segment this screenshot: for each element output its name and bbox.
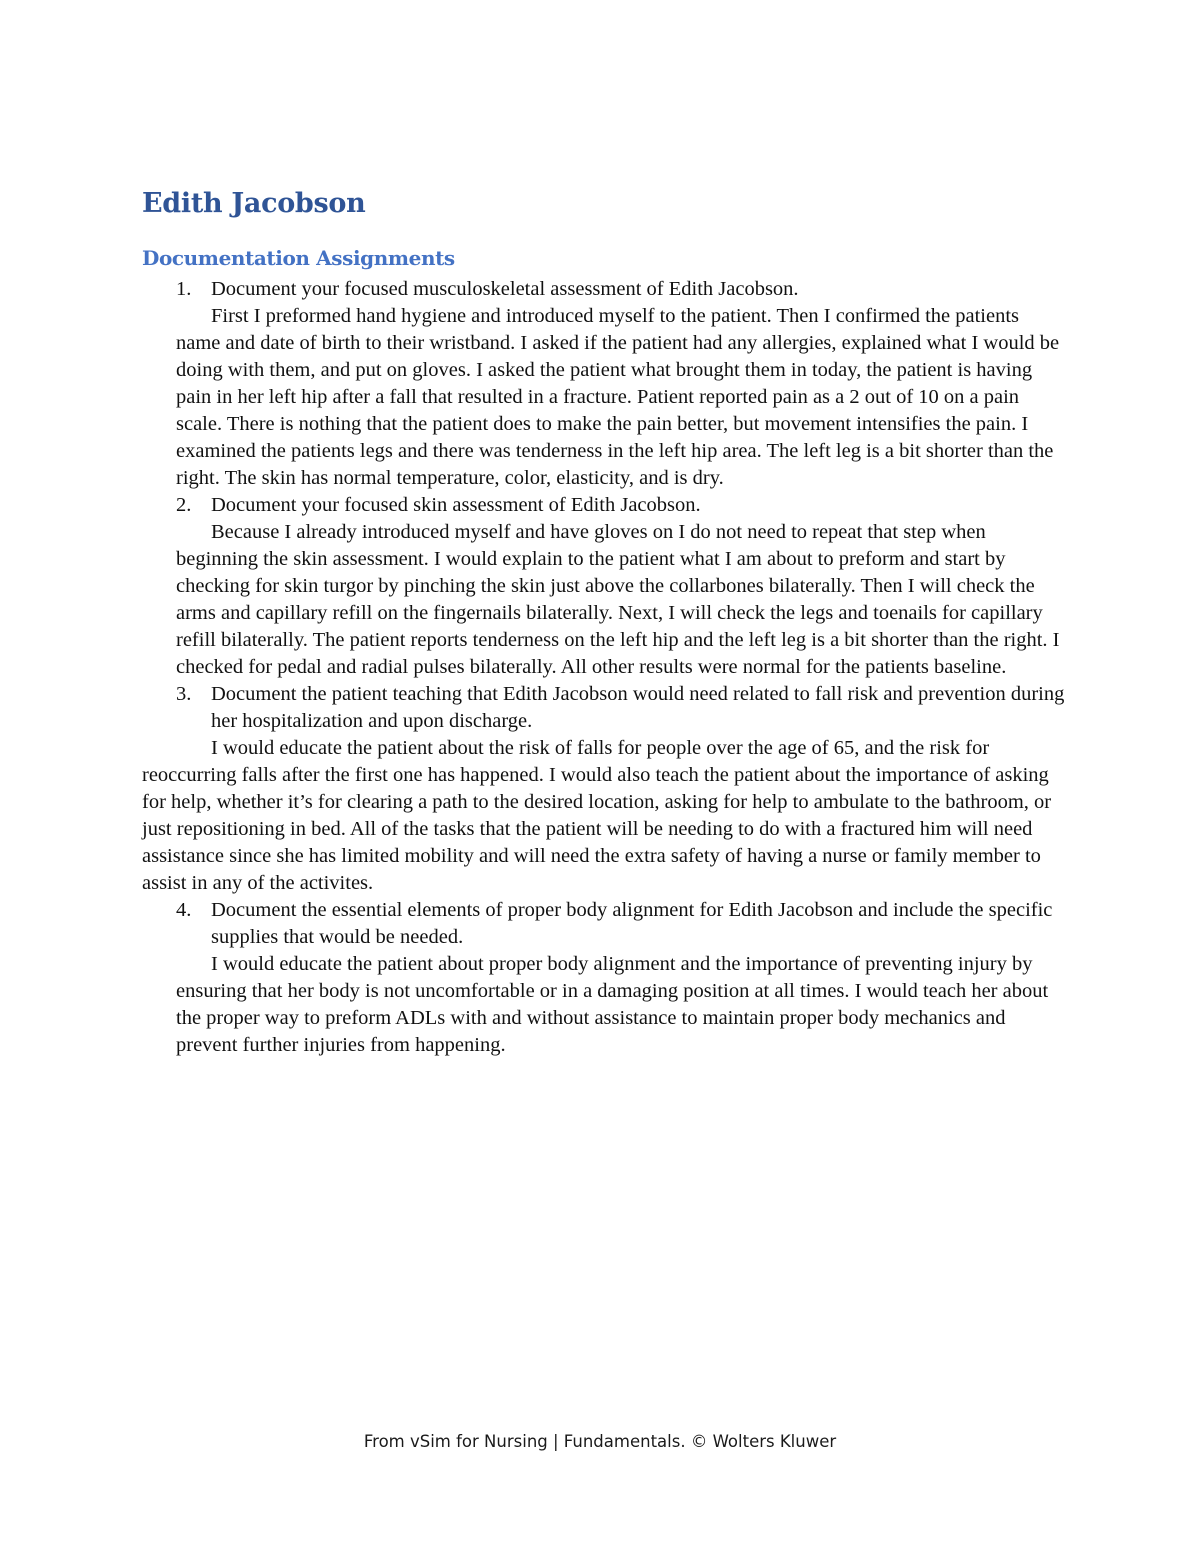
question-text: Document the essential elements of proper body alignment for Edith Jacobson and include the specific supplies that would be needed. xyxy=(211,899,1053,948)
answer-1: First I preformed hand hygiene and introduced myself to the patient. Then I confirmed the patients name and date of birth to their wristband. I asked if the patient had any allergies, explained what I would be doing with them, and put on gloves. I asked the patient what brought them in today, the patient is having pain in her left hip after a fall that resulted in a fracture. Patient reported pain as a 2 out of 10 on a pain scale. There is nothing that the patient does to make the pain better, but movement intensifies the pain. I examined the patients legs and there was tenderness in the left hip area. The left leg is a bit shorter than the right. The skin has normal temperature, color, elasticity, and is dry. xyxy=(176,305,1060,489)
answer-3: I would educate the patient about the risk of falls for people over the age of 65, and the risk for reoccurring falls after the first one has happened. I would also teach the patient about the importance of asking for help, whether it’s for clearing a path to the desired location, asking for help to ambulate to the bathroom, or just repositioning in bed. All of the tasks that the patient will be needing to do with a fractured him will need assistance since she has limited mobility and will need the extra safety of having a nurse or family member to assist in any of the activites. xyxy=(142,737,1052,894)
question-number: 1. xyxy=(176,278,192,300)
question-1 xyxy=(0,276,1200,303)
document-title: Edith Jacobson xyxy=(142,188,366,219)
question-text: Document your focused musculoskeletal assessment of Edith Jacobson. xyxy=(211,278,799,300)
question-4 xyxy=(0,897,1200,951)
question-2 xyxy=(0,492,1200,519)
question-number: 4. xyxy=(176,899,192,921)
question-number: 3. xyxy=(176,683,192,705)
question-text: Document the patient teaching that Edith Jacobson would need related to fall risk and prevention during her hospitalization and upon discharge. xyxy=(211,683,1065,732)
answer-2: Because I already introduced myself and have gloves on I do not need to repeat that step when beginning the skin assessment. I would explain to the patient what I am about to preform and start by checking for skin turgor by pinching the skin just above the collarbones bilaterally. Then I will check the arms and capillary refill on the fingernails bilaterally. Next, I will check the legs and toenails for capillary refill bilaterally. The patient reports tenderness on the left hip and the left leg is a bit shorter than the right. I checked for pedal and radial pulses bilaterally. All other results were normal for the patients baseline. xyxy=(176,521,1060,678)
page-footer: From vSim for Nursing | Fundamentals. © Wolters Kluwer xyxy=(363,1432,837,1451)
answer-4: I would educate the patient about proper body alignment and the importance of preventing injury by ensuring that her body is not uncomfortable or in a damaging position at all times. I would teach her about the proper way to preform ADLs with and without assistance to maintain proper body mechanics and prevent further injuries from happening. xyxy=(176,953,1049,1056)
section-heading: Documentation Assignments xyxy=(142,246,455,270)
question-3 xyxy=(0,681,1200,735)
assignment-list xyxy=(0,276,1200,1059)
question-text: Document your focused skin assessment of Edith Jacobson. xyxy=(211,494,701,516)
question-number: 2. xyxy=(176,494,192,516)
